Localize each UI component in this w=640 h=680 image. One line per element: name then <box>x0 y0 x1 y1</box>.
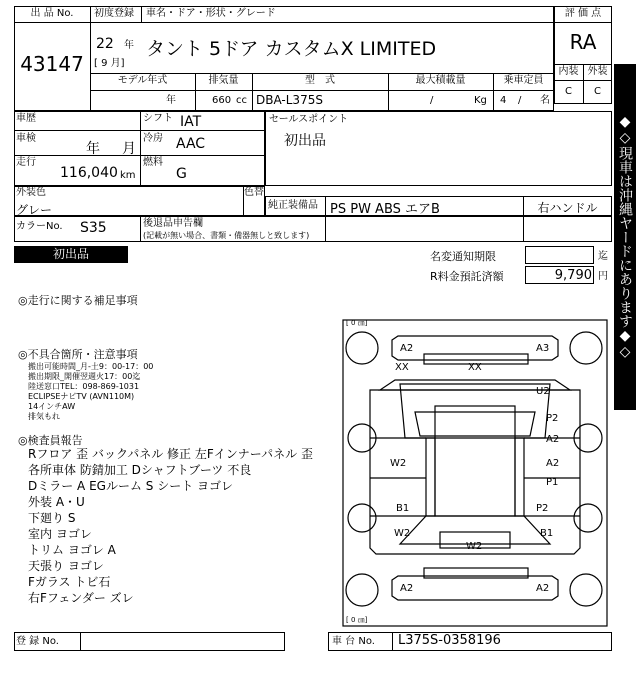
first-listing-badge: 初出品 <box>14 246 128 263</box>
diagram-bottom-bracket: [ 0 ㎝] <box>346 616 368 624</box>
inspection-year-unit: 年 <box>86 141 100 157</box>
reg-no-label: 登 録 No. <box>16 636 59 647</box>
ext-color-label: 外装色 <box>16 187 46 198</box>
inspector-title: ◎検査員報告 <box>18 434 83 447</box>
capacity-value: 4 <box>500 95 507 106</box>
side-banner: ◆◇現車は沖縄ヤードにあります◆◇ <box>614 64 636 410</box>
capacity-label: 乗車定員 <box>503 75 544 86</box>
mark-right-rear-p2: P2 <box>536 503 549 514</box>
chassis-no-label: 車 台 No. <box>332 636 375 647</box>
inspector-line: 天張り ヨゴレ <box>28 559 104 573</box>
sales-point-label: セールスポイント <box>269 114 349 125</box>
recycle-unit: 円 <box>598 271 608 282</box>
model-year-unit: 年 <box>166 95 176 106</box>
mileage-unit: km <box>120 170 136 181</box>
exterior-label: 外装 <box>587 66 608 77</box>
inspection-month-unit: 月 <box>122 141 136 157</box>
defects-title: ◎不具合箇所・注意事項 <box>18 348 138 361</box>
fuel-label: 燃料 <box>143 157 163 168</box>
mark-rear-gate-w2: W2 <box>466 541 483 552</box>
car-name: タント 5ドア カスタムX LIMITED <box>146 38 437 60</box>
inspector-line: 外装 A・U <box>28 495 85 509</box>
model-type-label: 型 式 <box>305 75 335 86</box>
inspector-line: 室内 ヨゴレ <box>28 527 92 541</box>
mark-right-rear-door-a2: A2 <box>546 458 560 469</box>
inspection-label: 車検 <box>16 133 36 144</box>
inspector-lines <box>28 446 313 606</box>
ac-label: 冷房 <box>143 133 163 144</box>
interior-grade: C <box>565 86 572 97</box>
fuel-value: G <box>176 166 187 182</box>
inspector-line: トリム ヨゴレ A <box>28 543 116 557</box>
inspector-line: 右Fフェンダー ズレ <box>28 591 134 605</box>
displacement-unit: cc <box>236 95 247 106</box>
mark-right-rear-b1: B1 <box>540 528 554 539</box>
car-name-label: 車名・ドア・形状・グレード <box>146 8 276 19</box>
mark-right-front-upper: U2 <box>536 386 550 397</box>
model-code: DBA-L375S <box>256 93 323 107</box>
name-change-unit: 迄 <box>598 251 608 262</box>
car-damage-diagram <box>340 318 610 630</box>
shift-label: シフト <box>143 113 173 124</box>
color-no-value: S35 <box>80 220 107 236</box>
mark-rear-bumper-left: A2 <box>400 583 414 594</box>
chassis-no-value: L375S-0358196 <box>398 633 501 648</box>
interior-label: 内装 <box>558 66 579 77</box>
inspector-line: 各所車体 防錆加工 Dシャフトブーツ 不良 <box>28 463 252 477</box>
name-change-box <box>525 246 594 264</box>
color-no-label: カラーNo. <box>16 221 63 232</box>
mark-right-front-door-p2: P2 <box>546 413 559 424</box>
capacity-slash: / <box>518 95 522 106</box>
small-line: 14インチAW <box>28 402 76 411</box>
mark-front-bumper-right: A3 <box>536 343 550 354</box>
max-load-unit: Kg <box>474 95 487 106</box>
mark-left-rear-w2: W2 <box>394 528 411 539</box>
color-change-label: 色替 <box>244 187 264 198</box>
model-year-label: モデル年式 <box>117 75 168 86</box>
lot-no-label: 出 品 No. <box>30 8 74 19</box>
rating-value: RA <box>569 30 597 54</box>
mark-left-rear-b1: B1 <box>396 503 410 514</box>
reg-year: 22 <box>96 36 114 52</box>
history-label: 車歴 <box>16 113 36 124</box>
ac-value: AAC <box>176 136 206 152</box>
name-change-label: 名変通知期限 <box>430 250 496 263</box>
inspector-line: 下廻り S <box>28 511 76 525</box>
first-reg-label: 初度登録 <box>94 8 134 19</box>
mark-front-bumper-left: A2 <box>400 343 414 354</box>
inspector-line: Fガラス トビ石 <box>28 575 111 589</box>
mark-left-door-w2: W2 <box>390 458 407 469</box>
small-line: 搬出可能時間_月-土9：00-17：00 <box>28 362 154 371</box>
equipment-value: PS PW ABS エアB <box>330 202 440 217</box>
declaration-note: (記載が無い場合、書類・備器無しと致します) <box>143 231 310 240</box>
mark-bonnet: XX <box>468 362 482 373</box>
shift-value: IAT <box>180 114 202 130</box>
recycle-value: 9,790 <box>554 268 592 283</box>
small-line: 排気もれ <box>28 412 60 421</box>
driving-notes-title: ◎走行に関する補足事項 <box>18 294 138 307</box>
displacement-label: 排気量 <box>208 75 239 86</box>
max-load-slash: / <box>430 95 434 106</box>
mark-left-front: XX <box>395 362 409 373</box>
inspector-line: Rフロア 歪 バックパネル 修正 左Fインナーパネル 歪 <box>28 447 313 461</box>
mileage-value: 116,040 <box>60 165 118 181</box>
mark-rear-bumper-right: A2 <box>536 583 550 594</box>
sales-point-value: 初出品 <box>284 133 326 149</box>
mark-right-rear-door-p1: P1 <box>546 477 559 488</box>
capacity-unit: 名 <box>540 95 550 106</box>
max-load-label: 最大積載量 <box>415 75 466 86</box>
small-line: 搬出期限_開催翌週火17：00迄 <box>28 372 141 381</box>
declaration-label: 後退品申告欄 <box>143 218 203 229</box>
diagram-top-bracket: [ 0 ㎝] <box>346 319 368 327</box>
small-line: 陸送窓口TEL：098-869-1031 <box>28 382 140 391</box>
reg-year-unit: 年 <box>124 40 134 51</box>
mark-right-front-door-a2: A2 <box>546 434 560 445</box>
exterior-grade: C <box>594 86 601 97</box>
small-line: ECLIPSEナビTV (AVN110M) <box>28 392 135 401</box>
defects-small-lines <box>28 362 153 422</box>
steering-value: 右ハンドル <box>537 201 598 215</box>
equipment-label: 純正装備品 <box>268 200 318 211</box>
displacement-value: 660 <box>212 95 232 106</box>
rating-label: 評 価 点 <box>564 8 602 19</box>
inspector-line: Dミラー A EGルーム S シート ヨゴレ <box>28 479 234 493</box>
reg-month: [ 9 月] <box>94 58 125 69</box>
lot-no: 43147 <box>20 52 84 76</box>
mileage-label: 走行 <box>16 157 36 168</box>
ext-color-value: グレー <box>16 203 53 217</box>
recycle-label: R料金預託済額 <box>430 270 504 283</box>
